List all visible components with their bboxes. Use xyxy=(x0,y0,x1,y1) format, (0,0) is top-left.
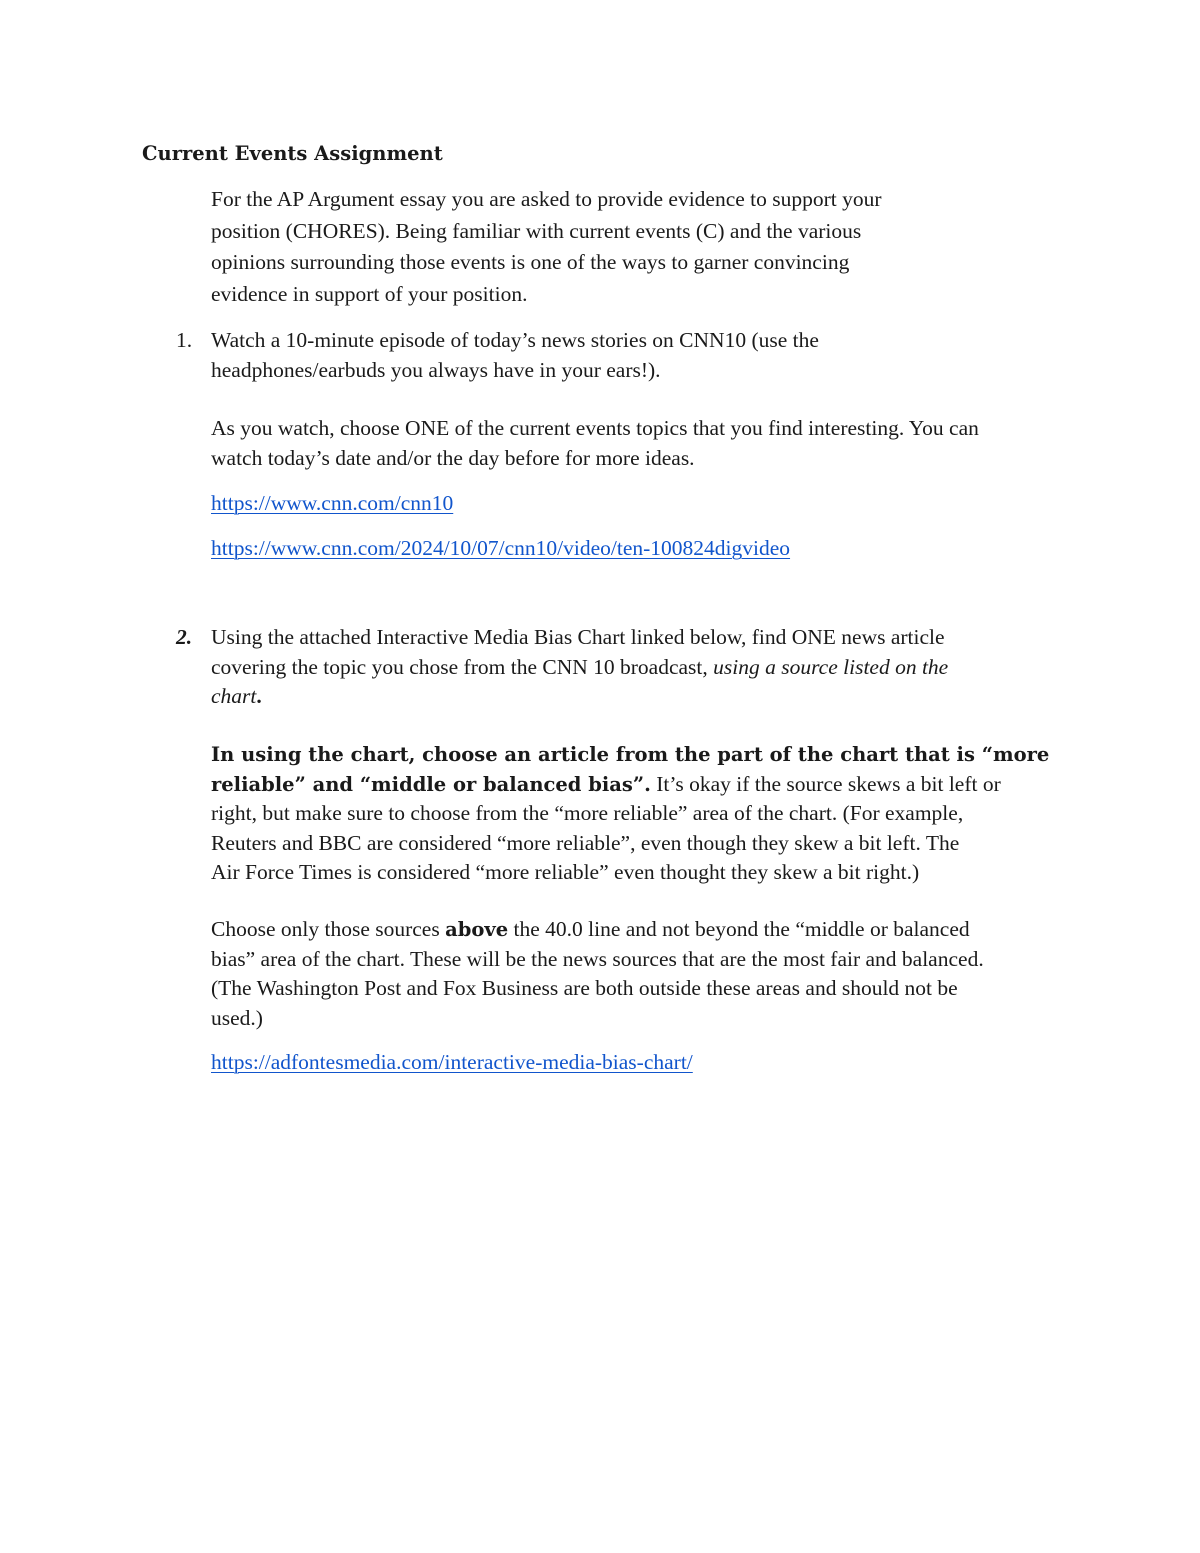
step-2-instructions xyxy=(211,623,1071,712)
step-1-watch-line: As you watch, choose ONE of the current events topics that you find interesting. You can xyxy=(211,416,979,440)
guidance-line xyxy=(211,770,1071,800)
intro-line: evidence in support of your position. xyxy=(211,281,528,306)
guidance-bold-text: reliable” and “middle or balanced bias”. xyxy=(211,772,651,796)
guidance-bold-text: In using the chart, choose an article from the part of the chart that is “more xyxy=(211,743,1050,766)
guidance-line: Reuters and BBC are considered “more reliable”, even though they skew a bit left. The xyxy=(211,830,960,855)
step-2-line xyxy=(211,653,1071,683)
intro-line: For the AP Argument essay you are asked to provide evidence to support your xyxy=(211,187,882,211)
media-bias-chart-link[interactable]: https://adfontesmedia.com/interactive-media-bias-chart/ xyxy=(211,1050,693,1074)
guidance-line: right, but make sure to choose from the “more reliable” area of the chart. (For example, xyxy=(211,801,964,825)
choose-bold-text: above xyxy=(445,918,509,941)
intro-line: opinions surrounding those events is one of the ways to garner convincing xyxy=(211,250,850,274)
intro-line: position (CHORES). Being familiar with current events (C) and the various xyxy=(211,218,862,243)
step-1-instructions xyxy=(211,326,1071,385)
step-2-period: . xyxy=(256,684,262,708)
step-1-number: 1. xyxy=(176,328,193,352)
guidance-text: It’s okay if the source skews a bit left or xyxy=(650,771,1001,796)
step-1-line: headphones/earbuds you always have in your ears!). xyxy=(211,357,661,382)
cnn10-video-link[interactable]: https://www.cnn.com/2024/10/07/cnn10/video/ten-100824digvideo xyxy=(211,536,791,560)
page-title: Current Events Assignment xyxy=(142,142,443,165)
step-1-watch-line: watch today’s date and/or the day before for more ideas. xyxy=(211,445,695,470)
guidance-line xyxy=(211,740,1071,770)
step-2-line: Using the attached Interactive Media Bias Chart linked below, find ONE news article xyxy=(211,625,945,649)
step-1-watch-paragraph xyxy=(211,414,1071,473)
choose-text: Choose only those sources xyxy=(211,917,446,941)
step-2-italic-text: using a source listed on the xyxy=(713,654,949,679)
choose-text: the 40.0 line and not beyond the “middle or balanced xyxy=(508,917,970,941)
step-2-italic-text: chart xyxy=(211,684,257,708)
choose-line: (The Washington Post and Fox Business are both outside these areas and should not be xyxy=(211,976,958,1000)
chart-guidance-paragraph xyxy=(211,740,1071,888)
choose-line: used.) xyxy=(211,1005,263,1030)
cnn10-link[interactable]: https://www.cnn.com/cnn10 xyxy=(211,491,454,515)
step-2-number: 2. xyxy=(176,625,193,649)
guidance-line: Air Force Times is considered “more reliable” even thought they skew a bit right.) xyxy=(211,860,920,884)
step-2-text: covering the topic you chose from the CNN 10 broadcast, xyxy=(211,654,714,679)
choose-line xyxy=(211,915,1071,945)
step-2-line xyxy=(211,682,1071,712)
choose-sources-paragraph xyxy=(211,915,1071,1033)
intro-paragraph xyxy=(211,184,1071,310)
choose-line: bias” area of the chart. These will be the news sources that are the most fair and balanced. xyxy=(211,946,984,971)
step-1-line: Watch a 10-minute episode of today’s news stories on CNN10 (use the xyxy=(211,328,819,352)
